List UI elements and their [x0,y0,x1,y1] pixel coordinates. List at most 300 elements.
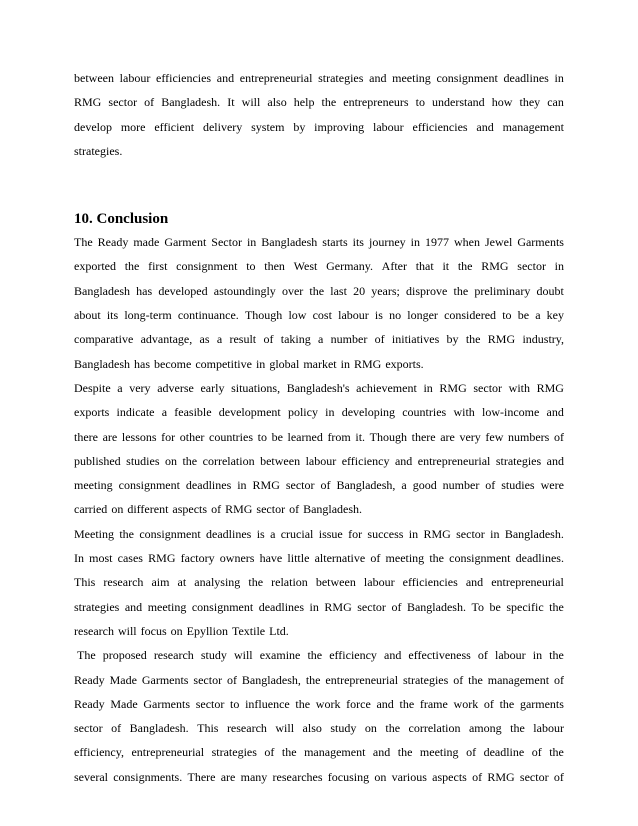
word: effectiveness [408,648,471,663]
word: Garment [164,235,207,250]
word: are [102,429,118,444]
word: frame [419,696,448,711]
word: focusing [327,769,370,784]
word: of [472,769,483,784]
word: The [74,235,93,250]
word: starts [322,235,348,250]
word: Though [369,429,407,444]
word: aspects [172,502,208,517]
word: efficiency, [74,745,124,760]
word: research [103,575,144,590]
word: efficiencies [402,575,458,590]
word: and [465,575,484,590]
word: management [502,119,564,134]
word: developed [158,283,208,298]
word: a [535,308,541,323]
word: in [554,259,564,274]
word: result [229,332,257,347]
word: journey [368,235,406,250]
word: the [549,648,564,663]
word: specific [506,599,544,614]
word: the [468,672,483,687]
word: of [111,721,122,736]
word: the [248,575,264,590]
word: consignments. [113,769,183,784]
word: little [287,551,310,566]
word: Jewel [484,235,513,250]
word: of [289,502,300,517]
word: to [246,259,256,274]
word: on [111,502,124,517]
word: in [410,235,420,250]
word: its [106,308,119,323]
word: research [153,648,194,663]
word: strategies [211,745,257,760]
word: entrepreneurial [131,745,205,760]
word: how [491,95,513,110]
word: in [309,599,319,614]
word: several [74,769,108,784]
word: study [330,721,357,736]
word: from [327,429,351,444]
word: Bangladesh, [336,478,396,493]
word: will [117,623,137,638]
word: and [216,71,235,85]
word: on [164,453,177,468]
word: it [442,259,450,274]
word: entrepreneurial [417,453,491,468]
word: longer [407,308,438,323]
word: sector [473,380,503,395]
word: Ready [74,696,105,711]
word: force [346,696,371,711]
word: there [74,429,98,444]
word: between [260,453,301,468]
word: management [487,672,550,687]
word: meeting [385,551,425,566]
word: the [321,95,337,110]
word: exports. [385,356,424,371]
word: study [200,648,227,663]
word: strategies [402,672,449,687]
word: Germany. [326,259,373,274]
text-line [74,765,564,789]
word: Bangladesh's [286,380,350,395]
word: meeting [419,745,459,760]
word: a [318,332,324,347]
word: sector [357,599,386,614]
word: between [74,71,114,85]
word: have [259,551,283,566]
word: Bangladesh [74,283,130,298]
word: on [374,769,387,784]
word: of [374,332,385,347]
word: Textile [231,623,266,638]
word: over [281,283,304,298]
word: feasible [174,405,212,420]
text-line [74,115,564,139]
word: years; [371,283,400,298]
word: of [264,745,275,760]
word: understand [432,95,485,110]
word: analysing [194,575,241,590]
word: will [241,95,261,110]
word: RMG [487,769,515,784]
word: more [120,119,146,134]
word: considered [444,308,497,323]
word: between [315,575,356,590]
word: Though [244,308,283,323]
word: and [394,453,413,468]
word: factory [180,551,215,566]
word: RMG [439,380,467,395]
word: the [281,745,297,760]
word: at [177,575,187,590]
word: deadlines [206,526,252,541]
word: the [510,721,525,736]
word: 1977 [424,235,449,250]
word: relation [271,575,308,590]
word: in [408,526,419,541]
word: of [391,599,402,614]
word: sector [519,769,549,784]
word: RMG [74,95,102,110]
word: cost [312,308,332,323]
word: consignment [176,259,238,274]
word: by [293,119,306,134]
word: carried [74,502,108,517]
word: of [485,478,496,493]
word: garments [519,696,564,711]
word: studies [501,478,535,493]
word: sector [193,672,223,687]
word: the [549,745,564,760]
text-line [74,692,564,716]
word: also [267,95,287,110]
word: industry, [522,332,564,347]
word: for [348,526,363,541]
word: labour [305,453,337,468]
word: management [304,745,366,760]
word: are [440,429,455,444]
word: continuance. [177,308,239,323]
word: The [77,648,96,663]
word: long-term [124,308,172,323]
word: and [476,119,494,134]
word: efficiencies [156,71,212,85]
word: lessons [121,429,157,444]
word: the [399,696,415,711]
word: last [330,283,347,298]
word: Garments [143,696,191,711]
word: Despite [74,380,111,395]
word: astoundingly [213,283,276,298]
text-line [74,352,564,376]
text-line [74,303,564,327]
word: countries [209,429,254,444]
text-line [74,473,564,497]
word: it. [355,429,366,444]
word: There [187,769,216,784]
word: in [255,356,266,371]
word: global [269,356,300,371]
word: This [74,575,96,590]
word: delivery [202,119,243,134]
word: first [148,259,168,274]
word: issue [318,526,343,541]
word: research [74,623,114,638]
word: its [352,235,364,250]
word: for [161,429,176,444]
text-line [74,668,564,692]
word: disprove [406,283,448,298]
word: about [74,308,101,323]
word: of [466,745,477,760]
word: of [263,332,274,347]
word: entrepreneurs [343,95,409,110]
word: a [270,526,276,541]
word: improving [314,119,365,134]
word: studies [126,453,160,468]
word: the [182,453,198,468]
word: To [471,599,484,614]
word: comparative [74,332,134,347]
word: efficiencies [412,119,468,134]
word: strategies [318,71,364,85]
word: in [490,526,500,541]
word: system [251,119,285,134]
word: Bangladesh. [303,502,363,517]
word: the [305,672,321,687]
word: few [485,429,504,444]
word: entrepreneurial [239,71,313,85]
word: and [546,453,564,468]
word: various [391,769,427,784]
word: many [240,769,268,784]
word: Epyllion [186,623,228,638]
word: the [499,696,515,711]
word: the [385,721,401,736]
word: deadlines. [515,551,564,566]
intro-paragraph [74,66,564,163]
word: with [508,380,530,395]
word: indicate [116,405,155,420]
text-line [74,595,564,619]
word: In [74,551,84,566]
word: labour [533,721,564,736]
word: correlation [408,721,461,736]
word: the [307,648,323,663]
word: initiatives [391,332,440,347]
word: the [549,599,564,614]
word: focus [140,623,167,638]
word: adverse [157,380,194,395]
word: has [134,356,150,371]
word: RMG [487,332,516,347]
word: low-income [481,405,540,420]
word: Meeting [74,526,114,541]
word: will [275,721,295,736]
word: Bangladesh. [129,721,189,736]
word: Bangladesh [261,235,318,250]
word: RMG [225,502,253,517]
word: RMG [481,259,509,274]
word: consignment [436,71,498,85]
word: efficiency [329,648,377,663]
word: meeting [74,478,113,493]
word: aspects [432,769,467,784]
text-line [74,619,564,643]
word: sector [256,502,286,517]
word: of [453,672,464,687]
word: strategies. [74,143,123,158]
word: has [136,283,153,298]
word: competitive [195,356,252,371]
word: learned [287,429,323,444]
word: efficient [154,119,195,134]
paragraph [74,376,564,522]
word: West [293,259,318,274]
word: Bangladesh, [241,672,301,687]
word: help [293,95,315,110]
word: RMG [536,380,564,395]
word: of [553,672,564,687]
word: labour [373,119,404,134]
word: low [288,308,307,323]
word: the [124,259,140,274]
word: in [423,380,433,395]
word: preliminary [474,283,531,298]
word: research [226,721,267,736]
word: After [381,259,407,274]
word: advantage, [140,332,193,347]
word: the [295,696,311,711]
text-line [74,716,564,740]
word: labour [338,308,369,323]
word: sector [108,95,138,110]
word: meeting [147,599,187,614]
word: consignment [139,526,201,541]
word: when [453,235,480,250]
word: work [453,696,479,711]
word: deadline [483,745,525,760]
word: developing [341,405,396,420]
word: consignment [118,478,180,493]
word: of [531,745,542,760]
text-line [74,327,564,351]
word: achievement [356,380,417,395]
word: a [117,380,123,395]
word: very [129,380,151,395]
word: can [547,95,564,110]
word: as [199,332,210,347]
word: sector [517,259,546,274]
text-line [74,66,564,90]
word: of [320,478,331,493]
word: is [374,308,383,323]
word: development [218,405,281,420]
text-line [74,400,564,424]
word: are [220,769,236,784]
word: entrepreneurial [325,672,399,687]
word: 20 [353,283,366,298]
word: Bangladesh. [161,95,221,110]
word: sector [74,721,103,736]
word: on [170,623,183,638]
word: deadlines [503,71,549,85]
word: crucial [280,526,314,541]
text-line [74,254,564,278]
word: correlation [202,453,255,468]
text-line [74,230,564,254]
word: the [309,283,325,298]
word: strategies [495,453,542,468]
text-line [74,546,564,570]
word: of [553,769,564,784]
word: then [264,259,285,274]
word: be [517,308,530,323]
paragraph [74,643,564,789]
word: meeting [392,71,431,85]
word: RMG [148,551,176,566]
word: Ready [74,672,105,687]
word: very [459,429,481,444]
word: on [364,721,377,736]
word: of [370,551,381,566]
word: efficiency [341,453,390,468]
word: sector [456,526,485,541]
text-line [74,376,564,400]
word: doubt [536,283,564,298]
word: also [302,721,322,736]
word: Ready [97,235,129,250]
word: Bangladesh. [406,599,466,614]
word: consignment [191,599,254,614]
word: examine [259,648,301,663]
word: made [133,235,160,250]
word: entrepreneurial [491,575,564,590]
word: develop [74,119,112,134]
word: the [119,526,135,541]
word: market [303,356,337,371]
word: situations, [231,380,281,395]
word: were [540,478,564,493]
word: become [154,356,192,371]
word: with [453,405,475,420]
word: among [468,721,502,736]
word: exports [74,405,110,420]
word: Made [110,696,138,711]
word: and [372,745,391,760]
word: This [197,721,219,736]
word: proposed [102,648,147,663]
word: of [211,502,222,517]
word: in [554,71,564,85]
word: sector [285,478,315,493]
conclusion-body [74,230,564,789]
word: be [271,429,283,444]
word: aim [151,575,170,590]
word: countries [402,405,447,420]
word: RMG [252,478,280,493]
word: by [446,332,459,347]
word: the [429,551,445,566]
word: Bangladesh [74,356,130,371]
text-line [74,449,564,473]
word: early [200,380,225,395]
word: to [257,429,267,444]
word: labour [363,575,395,590]
